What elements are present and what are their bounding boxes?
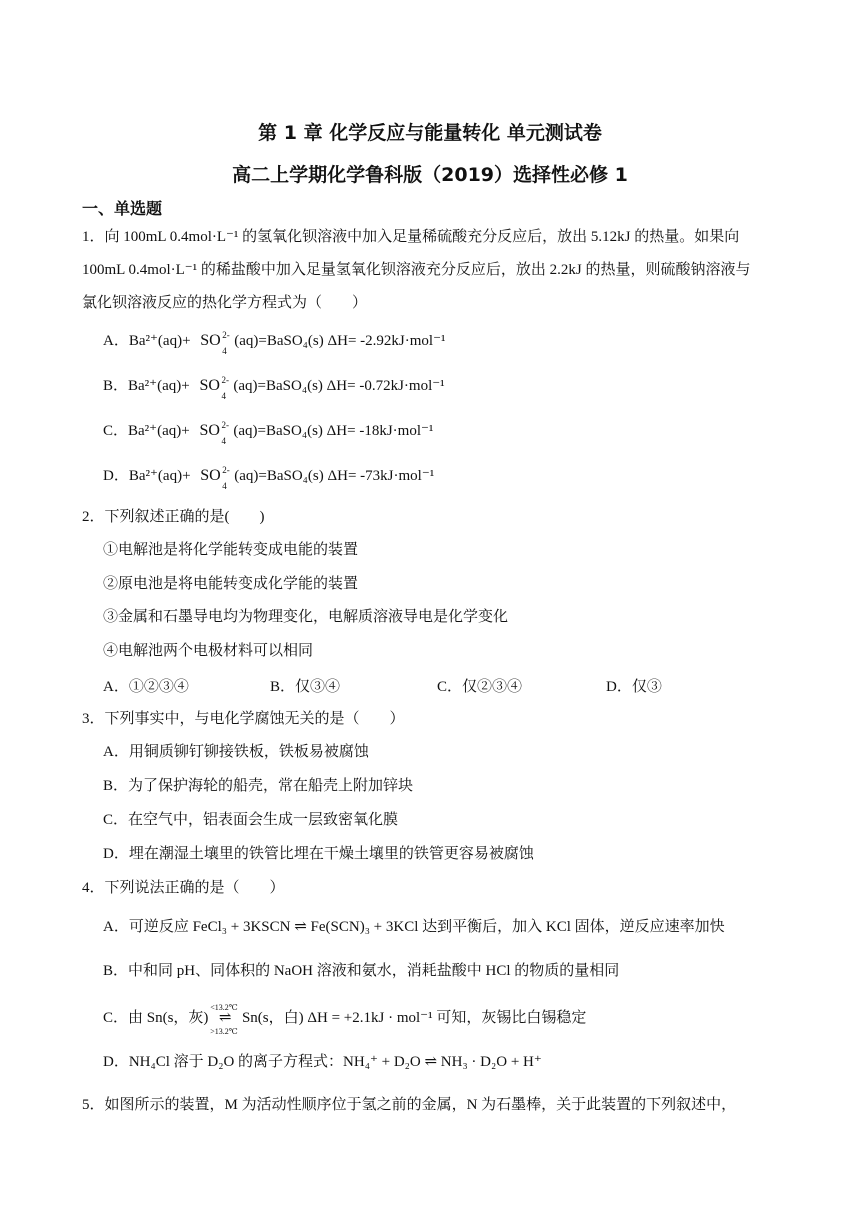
sulfate-ion: SO 2- 4 xyxy=(200,330,230,356)
q2-item-4: ④电解池两个电极材料可以相同 xyxy=(103,643,314,659)
q3-option-c: C．在空气中，铝表面会生成一层致密氧化膜 xyxy=(103,812,399,828)
q5-stem: 5．如图所示的装置，M 为活动性顺序位于氢之前的金属，N 为石墨棒，关于此装置的下列叙述中， xyxy=(82,1097,737,1113)
sulfate-ion: SO 2- 4 xyxy=(199,375,229,401)
section-heading: 一、单选题 xyxy=(82,199,163,218)
q2-option-c: C．仅②③④ xyxy=(437,679,523,695)
q1-option-b: B．Ba²⁺(aq)+ SO 2- 4 (aq)=BaSO₄(s) ΔH= -0.72kJ·mol⁻¹ xyxy=(103,375,445,401)
q1-stem-line3: 氯化钡溶液反应的热化学方程式为（ ） xyxy=(82,295,368,311)
q2-stem: 2．下列叙述正确的是( ) xyxy=(82,509,265,525)
q2-option-d: D．仅③ xyxy=(606,679,662,695)
q2-item-1: ①电解池是将化学能转变成电能的装置 xyxy=(103,542,359,558)
q3-option-d: D．埋在潮湿土壤里的铁管比埋在干燥土壤里的铁管更容易被腐蚀 xyxy=(103,846,534,862)
q2-item-2: ②原电池是将电能转变成化学能的装置 xyxy=(103,576,359,592)
page-title: 第 1 章 化学反应与能量转化 单元测试卷 xyxy=(258,122,602,144)
q3-stem: 3．下列事实中，与电化学腐蚀无关的是（ ） xyxy=(82,711,405,727)
sulfate-ion: SO 2- 4 xyxy=(200,465,230,491)
q2-option-b: B．仅③④ xyxy=(270,679,341,695)
q1-stem-line1: 1．向 100mL 0.4mol·L⁻¹ 的氢氧化钡溶液中加入足量稀硫酸充分反应后，放出 5.12kJ 的热量。如果向 xyxy=(82,229,740,245)
sulfate-ion: SO 2- 4 xyxy=(199,420,229,446)
q1-stem-line2: 100mL 0.4mol·L⁻¹ 的稀盐酸中加入足量氢氧化钡溶液充分反应后，放出 2.2kJ 的热量，则硫酸钠溶液与 xyxy=(82,262,751,278)
reversible-arrow-icon: <13.2℃ ⇌ >13.2℃ xyxy=(210,1003,238,1036)
q4-option-d: D．NH₄Cl 溶于 D₂O 的离子方程式：NH₄⁺ + D₂O ⇌ NH₃ · D₂O + H⁺ xyxy=(103,1054,542,1070)
q4-option-a: A．可逆反应 FeCl₃ + 3KSCN ⇌ Fe(SCN)₃ + 3KCl 达到平衡后，加入 KCl 固体，逆反应速率加快 xyxy=(103,919,725,935)
q2-item-3: ③金属和石墨导电均为物理变化，电解质溶液导电是化学变化 xyxy=(103,609,509,625)
q3-option-a: A．用铜质铆钉铆接铁板，铁板易被腐蚀 xyxy=(103,744,369,760)
q1-option-d: D．Ba²⁺(aq)+ SO 2- 4 (aq)=BaSO₄(s) ΔH= -73kJ·mol⁻¹ xyxy=(103,465,435,491)
q4-option-c: C．由 Sn(s，灰) <13.2℃ ⇌ >13.2℃ Sn(s，白) ΔH = +2.1kJ · mol⁻¹ 可知，灰锡比白锡稳定 xyxy=(103,1003,587,1036)
q4-option-b: B．中和同 pH、同体积的 NaOH 溶液和氨水，消耗盐酸中 HCl 的物质的量相同 xyxy=(103,963,620,979)
q2-option-a: A．①②③④ xyxy=(103,679,189,695)
q1-option-c: C．Ba²⁺(aq)+ SO 2- 4 (aq)=BaSO₄(s) ΔH= -18kJ·mol⁻¹ xyxy=(103,420,434,446)
page-subtitle: 高二上学期化学鲁科版（2019）选择性必修 1 xyxy=(232,164,628,186)
q3-option-b: B．为了保护海轮的船壳，常在船壳上附加锌块 xyxy=(103,778,414,794)
q4-stem: 4．下列说法正确的是（ ） xyxy=(82,880,285,896)
q1-option-a: A．Ba²⁺(aq)+ SO 2- 4 (aq)=BaSO₄(s) ΔH= -2.92kJ·mol⁻¹ xyxy=(103,330,446,356)
